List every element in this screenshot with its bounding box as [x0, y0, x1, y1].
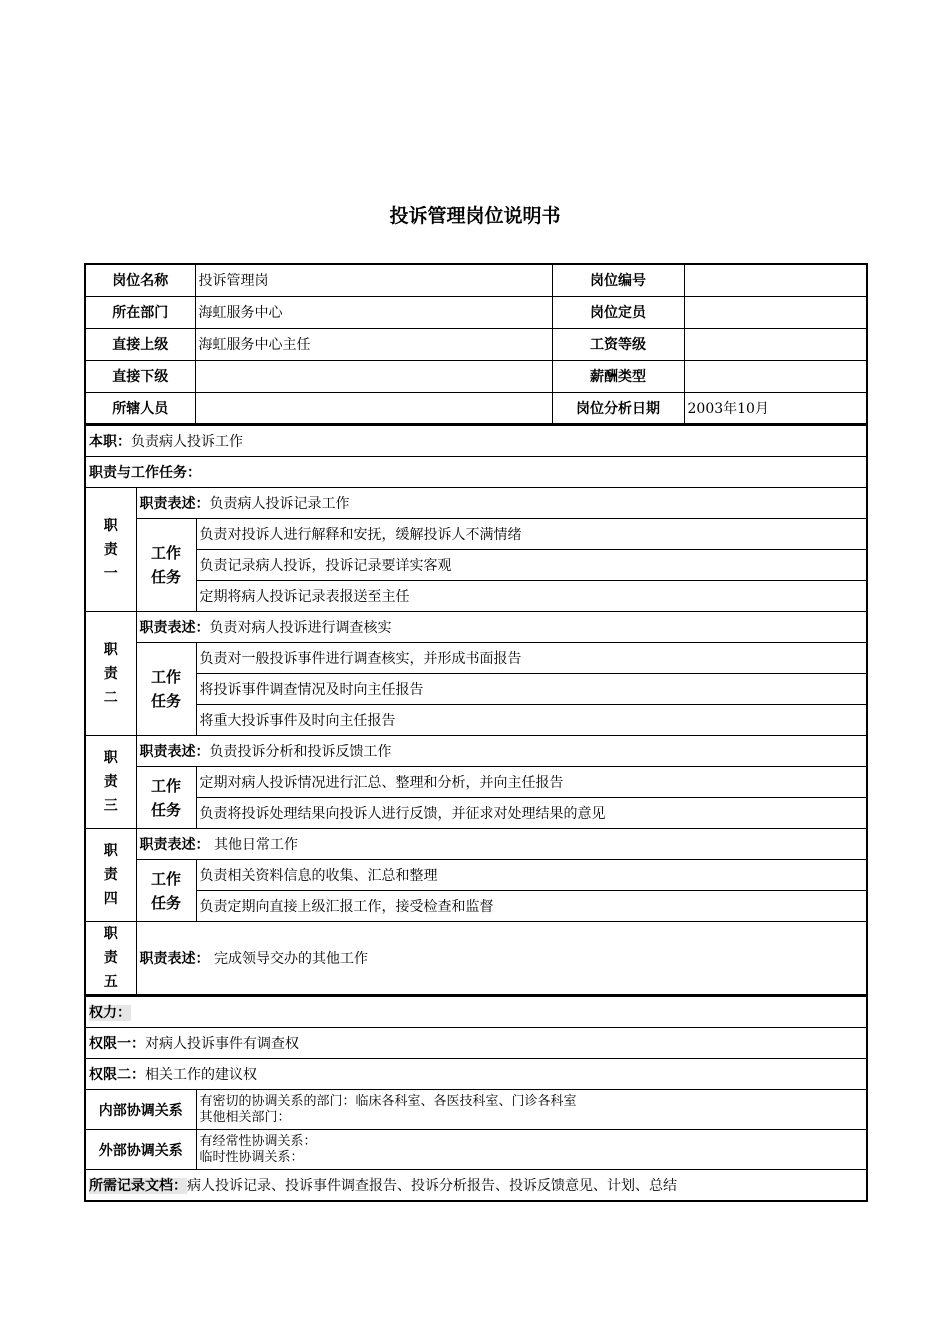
internal-line-1: 有密切的协调关系的部门：临床各科室、各医技科室、门诊各科室 [199, 1093, 577, 1109]
duty-1-desc-label: 职责表述： [139, 496, 210, 512]
power-row [85, 997, 867, 1028]
duty-3-task-2: 负责将投诉处理结果向投诉人进行反馈，并征求对处理结果的意见 [196, 798, 867, 829]
internal-value [196, 1090, 867, 1130]
post-no-value [684, 264, 867, 296]
duty-2-desc-label: 职责表述： [139, 620, 210, 636]
external-value [196, 1130, 867, 1170]
external-line-2: 临时性协调关系： [199, 1149, 304, 1165]
subordinate-label: 直接下级 [85, 360, 195, 392]
duty-1-task-label: 工作 任务 [136, 519, 196, 612]
duty-1-task-3: 定期将病人投诉记录表报送至主任 [196, 581, 867, 612]
duty-label: 本职： [89, 434, 131, 450]
internal-label: 内部协调关系 [85, 1090, 196, 1130]
staff-label: 所辖人员 [85, 392, 195, 424]
duty-1-desc: 负责病人投诉记录工作 [209, 496, 350, 512]
duty-1-name: 职 责 一 [85, 488, 136, 612]
duty-row [85, 426, 867, 457]
responsibilities-label: 职责与工作任务： [85, 457, 867, 488]
duty-2-task-3: 将重大投诉事件及时向主任报告 [196, 705, 867, 736]
duty-5-name: 职 责 五 [85, 922, 136, 996]
power-label: 权力： [89, 1005, 131, 1021]
records-text: 病人投诉记录、投诉事件调查报告、投诉分析报告、投诉反馈意见、计划、总结 [187, 1177, 677, 1194]
responsibilities-table [84, 425, 868, 996]
staff-value [195, 392, 552, 424]
duty-3-name: 职 责 三 [85, 736, 136, 829]
duty-1-desc-row [136, 488, 867, 519]
post-name-value: 投诉管理岗 [195, 264, 552, 296]
pay-value [684, 360, 867, 392]
post-name-label: 岗位名称 [85, 264, 195, 296]
superior-label: 直接上级 [85, 328, 195, 360]
power-table [84, 996, 868, 1202]
duty-3-desc-row [136, 736, 867, 767]
duty-3-desc-label: 职责表述： [139, 744, 210, 760]
duty-5-desc-row [136, 922, 867, 996]
wage-label: 工资等级 [552, 328, 684, 360]
duty-4-task-label: 工作 任务 [136, 860, 196, 922]
dept-label: 所在部门 [85, 296, 195, 328]
duty-2-desc: 负责对病人投诉进行调查核实 [209, 620, 392, 636]
date-value: 2003年10月 [684, 392, 867, 424]
duty-4-desc: 其他日常工作 [209, 837, 298, 853]
duty-2-task-2: 将投诉事件调查情况及时向主任报告 [196, 674, 867, 705]
records-row [85, 1170, 867, 1201]
power-item-1-label: 权限一： [89, 1036, 145, 1052]
duty-2-task-1: 负责对一般投诉事件进行调查核实，并形成书面报告 [196, 643, 867, 674]
power-item-2-label: 权限二： [89, 1067, 145, 1083]
job-description-sheet [84, 263, 866, 1202]
duty-4-task-1: 负责相关资料信息的收集、汇总和整理 [196, 860, 867, 891]
power-item-2 [85, 1059, 867, 1090]
wage-value [684, 328, 867, 360]
duty-2-task-label: 工作 任务 [136, 643, 196, 736]
duty-5-desc-label: 职责表述： [139, 951, 210, 967]
post-no-label: 岗位编号 [552, 264, 684, 296]
duty-4-task-2: 负责定期向直接上级汇报工作，接受检查和监督 [196, 891, 867, 922]
duty-4-desc-label: 职责表述： [139, 837, 210, 853]
power-item-1 [85, 1028, 867, 1059]
dept-value: 海虹服务中心 [195, 296, 552, 328]
external-line-1: 有经常性协调关系： [199, 1133, 317, 1149]
duty-3-task-1: 定期对病人投诉情况进行汇总、整理和分析，并向主任报告 [196, 767, 867, 798]
power-item-2-text: 相关工作的建议权 [145, 1067, 257, 1083]
page-title: 投诉管理岗位说明书 [389, 205, 561, 227]
duty-1-task-2: 负责记录病人投诉，投诉记录要详实客观 [196, 550, 867, 581]
pay-label: 薪酬类型 [552, 360, 684, 392]
internal-line-2: 其他相关部门： [199, 1109, 291, 1125]
superior-value: 海虹服务中心主任 [195, 328, 552, 360]
duty-4-name: 职 责 四 [85, 829, 136, 922]
records-label: 所需记录文档： [89, 1177, 187, 1194]
duty-text: 负责病人投诉工作 [131, 434, 243, 450]
external-label: 外部协调关系 [85, 1130, 196, 1170]
duty-5-desc: 完成领导交办的其他工作 [209, 951, 368, 967]
duty-2-desc-row [136, 612, 867, 643]
quota-label: 岗位定员 [552, 296, 684, 328]
duty-2-name: 职 责 二 [85, 612, 136, 736]
date-label: 岗位分析日期 [552, 392, 684, 424]
duty-3-desc: 负责投诉分析和投诉反馈工作 [209, 744, 392, 760]
quota-value [684, 296, 867, 328]
subordinate-value [195, 360, 552, 392]
duty-3-task-label: 工作 任务 [136, 767, 196, 829]
basic-info-table [84, 263, 868, 425]
duty-1-task-1: 负责对投诉人进行解释和安抚，缓解投诉人不满情绪 [196, 519, 867, 550]
power-item-1-text: 对病人投诉事件有调查权 [145, 1036, 299, 1052]
duty-4-desc-row [136, 829, 867, 860]
